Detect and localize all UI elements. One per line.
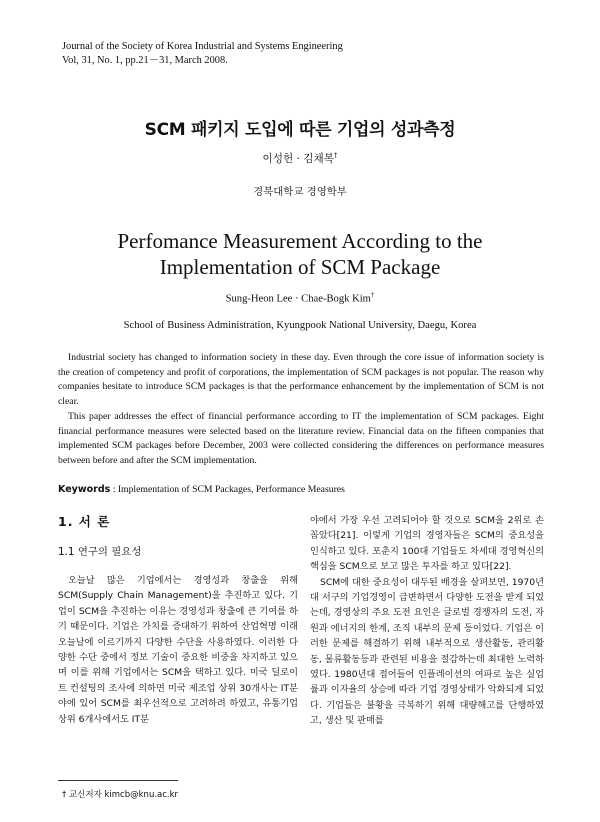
right-column [310,513,544,729]
abstract-paragraph-2: This paper addresses the effect of financial performance according to IT the implementation of SCM packages. Eight financial performance measures were selected based on the literature review. Financial data on the fifteen companies that implemented SCM packages before December, 2003 were collected considering the differences on performance measures between before and after the SCM implementation. [58,410,544,466]
english-affiliation: School of Business Administration, Kyungpook National University, Daegu, Korea [123,320,477,331]
left-column [58,573,298,727]
body-paragraph: 오늘날 많은 기업에서는 경영성과 창출을 위해 SCM(Supply Chain Management)을 추진하고 있다. 기업이 SCM을 추진하는 이유는 경영성과 창출에 큰 기여를 하기 때문이다. 기업은 가치를 증대하기 위하여 산업혁명 이래 오늘날에 이르기까지 다양한 수단을 사용하였다. 이러한 다양한 수단 중에서 정보 기술이 중요한 비중을 차지하고 있으며 이를 위해 기업에서는 SCM을 택하고 있다. 미국 딜로이트 컨설팅의 조사에 의하면 미국 제조업 상위 30개사는 IT분야에 있어 SCM를 최우선적으로 고려하려 하였고, 유통기업 상위 6개사에서도 IT분 [58,575,298,725]
subsection-heading: 1.1 연구의 필요성 [58,546,142,558]
korean-title: SCM 패키지 도입에 따른 기업의 성과측정 [144,120,456,140]
keywords-label: Keywords [58,484,111,495]
keywords [58,484,345,495]
abstract-paragraph-1: Industrial society has changed to information society in these day. Even through the core issue of information society is the creation of competency and profit of corporations, the implementation of SCM packages is not popular. The reason why companies hesitate to introduce SCM packages is that the performance enhancement by the implementation of SCM is not clear. [58,352,544,408]
abstract [58,351,544,469]
korean-authors [0,151,600,166]
footnote-divider [58,780,178,781]
dagger-mark: † [334,151,338,160]
korean-affiliation: 경북대학교 경영학부 [253,186,347,198]
journal-name: Journal of the Society of Korea Industrial and Systems Engineering [62,41,343,52]
english-author-names: Sung-Heon Lee · Chae-Bogk Kim [225,293,371,305]
english-title-line2: Implementation of SCM Package [159,255,441,279]
keywords-text: : Implementation of SCM Packages, Performance Measures [110,484,345,495]
body-paragraph: SCM에 대한 중요성이 대두된 배경을 살펴보면, 1970년대 서구의 기업경영이 급변하면서 다양한 도전을 받게 되었는데, 경영상의 주요 도전 요인은 글로벌 경쟁자의 도전, 자원과 에너지의 한계, 조직 내부의 문제 등이었다. 기업은 이러한 문제를 해결하기 위해 내부적으로 생산활동, 관리활동, 물류활동등과 관련된 비용을 절감하는데 최대한 노력하였다. 1980년대 접어들어 인플레이션의 여파로 높은 실업률과 이자율의 상승에 따라 기업 경영상태가 악화되게 되었다. 기업들은 불황을 극복하기 위해 대량해고를 단행하였고, 생산 및 판매를 [310,576,544,727]
section-heading: 1. 서 론 [58,514,111,529]
english-title [0,228,600,280]
body-paragraph-continued: 야에서 가장 우선 고려되어야 할 것으로 SCM을 2위로 손꼽았다[21]. 이렇게 기업의 경영자들은 SCM의 중요성을 인식하고 있다. 포춘지 100대 기업들도 차세대 경영혁신의 핵심을 SCM으로 보고 많은 투자를 하고 있다[22]. [310,515,544,573]
dagger-mark-en: † [370,291,375,299]
english-authors [0,291,600,305]
footnote: † 교신저자 kimcb@knu.ac.kr [62,790,179,800]
korean-author-names: 이성헌 · 김채복 [262,153,334,165]
english-title-line1: Perfomance Measurement According to the [117,229,483,253]
journal-citation [62,40,343,68]
journal-volume: Vol, 31, No. 1, pp.21－31, March 2008. [62,55,228,66]
